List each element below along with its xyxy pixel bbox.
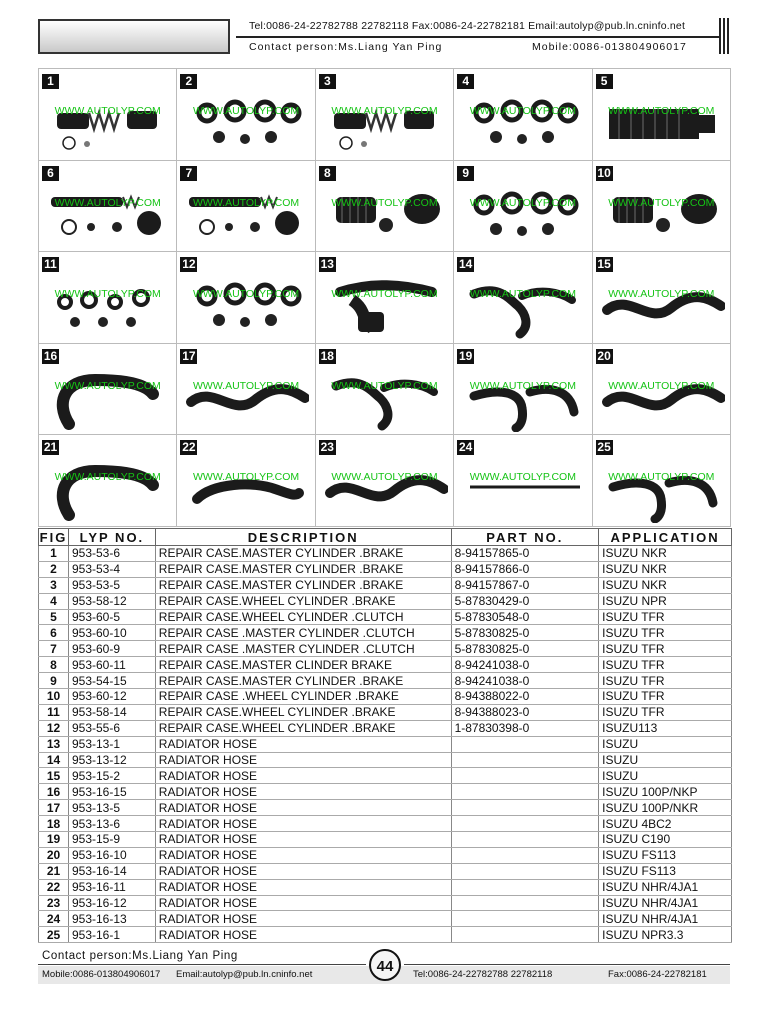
part-no-cell: 8-94157867-0: [451, 577, 599, 593]
watermark-text: WWW.AUTOLYP.COM: [54, 105, 161, 117]
product-photo: [45, 179, 171, 249]
header-phones: Tel:0086-24-22782788 22782118 Fax:0086-24-22782181 Email:autolyp@pub.ln.cninfo.net: [249, 20, 686, 32]
lyp-no-cell: 953-16-11: [68, 879, 155, 895]
watermark-text: WWW.AUTOLYP.COM: [54, 379, 161, 392]
product-photo: [45, 453, 171, 523]
fig-cell: 16: [39, 784, 69, 800]
watermark-text: WWW.AUTOLYP.COM: [469, 105, 576, 117]
description-cell: REPAIR CASE.MASTER CLINDER BRAKE: [155, 657, 451, 673]
fig-cell: 23: [39, 895, 69, 911]
description-cell: REPAIR CASE.MASTER CYLINDER .BRAKE: [155, 577, 451, 593]
figure-number: 17: [182, 348, 196, 363]
part-no-cell: 5-87830548-0: [451, 609, 599, 625]
watermark-text: WWW.AUTOLYP.COM: [54, 471, 161, 484]
application-cell: ISUZU NPR3.3: [599, 927, 732, 943]
description-cell: RADIATOR HOSE: [155, 911, 451, 927]
product-photo: [183, 453, 309, 523]
fig-cell: 1: [39, 546, 69, 562]
lyp-no-cell: 953-54-15: [68, 673, 155, 689]
description-cell: REPAIR CASE.WHEEL CYLINDER .BRAKE: [155, 704, 451, 720]
product-cell: [453, 251, 591, 343]
figure-number: 18: [320, 348, 334, 363]
lyp-no-cell: 953-15-2: [68, 768, 155, 784]
product-photo: [183, 179, 309, 249]
fig-cell: 2: [39, 561, 69, 577]
product-photo: [460, 270, 586, 340]
lyp-no-cell: 953-53-4: [68, 561, 155, 577]
lyp-no-cell: 953-16-1: [68, 927, 155, 943]
application-cell: ISUZU C190: [599, 832, 732, 848]
watermark-text: WWW.AUTOLYP.COM: [331, 379, 438, 392]
part-no-cell: [451, 895, 599, 911]
application-cell: ISUZU FS113: [599, 847, 732, 863]
lyp-no-cell: 953-16-12: [68, 895, 155, 911]
lyp-no-cell: 953-58-12: [68, 593, 155, 609]
application-cell: ISUZU TFR: [599, 625, 732, 641]
lyp-no-cell: 953-53-5: [68, 577, 155, 593]
product-cell: [176, 68, 314, 160]
application-cell: ISUZU TFR: [599, 609, 732, 625]
part-no-cell: [451, 800, 599, 816]
application-cell: ISUZU 100P/NKP: [599, 784, 732, 800]
description-cell: REPAIR CASE .MASTER CYLINDER .CLUTCH: [155, 641, 451, 657]
watermark-text: WWW.AUTOLYP.COM: [608, 288, 715, 301]
fig-cell: 24: [39, 911, 69, 927]
figure-number: 25: [597, 440, 611, 455]
figure-number: 15: [597, 257, 611, 272]
description-cell: REPAIR CASE.MASTER CYLINDER .BRAKE: [155, 546, 451, 562]
figure-number: 3: [319, 74, 336, 89]
figure-number: 11: [42, 257, 59, 272]
application-cell: ISUZU NHR/4JA1: [599, 911, 732, 927]
footer-mobile: Mobile:0086-013804906017: [42, 969, 161, 980]
header-divider: [236, 36, 720, 38]
lyp-no-cell: 953-16-13: [68, 911, 155, 927]
watermark-text: WWW.AUTOLYP.COM: [193, 288, 300, 301]
application-cell: ISUZU NKR: [599, 577, 732, 593]
description-cell: RADIATOR HOSE: [155, 816, 451, 832]
table-row: [39, 847, 732, 863]
col-header-description: DESCRIPTION: [155, 529, 451, 546]
part-no-cell: [451, 784, 599, 800]
product-photo: [45, 87, 171, 157]
application-cell: ISUZU NHR/4JA1: [599, 895, 732, 911]
table-row: [39, 816, 732, 832]
table-header-row: [39, 529, 732, 546]
figure-number: 19: [459, 348, 473, 363]
application-cell: ISUZU TFR: [599, 657, 732, 673]
lyp-no-cell: 953-15-9: [68, 832, 155, 848]
table-row: [39, 927, 732, 943]
description-cell: RADIATOR HOSE: [155, 895, 451, 911]
lyp-no-cell: 953-58-14: [68, 704, 155, 720]
lyp-no-cell: 953-60-11: [68, 657, 155, 673]
table-row: [39, 689, 732, 705]
watermark-text: WWW.AUTOLYP.COM: [608, 471, 715, 484]
col-header-lyp-no: LYP NO.: [68, 529, 155, 546]
watermark-text: WWW.AUTOLYP.COM: [608, 379, 715, 392]
watermark-text: WWW.AUTOLYP.COM: [608, 105, 715, 117]
description-cell: REPAIR CASE.WHEEL CYLINDER .BRAKE: [155, 720, 451, 736]
table-row: [39, 546, 732, 562]
description-cell: RADIATOR HOSE: [155, 800, 451, 816]
application-cell: ISUZU TFR: [599, 704, 732, 720]
col-header-fig: FIG: [39, 529, 68, 545]
figure-number: 16: [43, 348, 58, 363]
part-no-cell: 8-94157865-0: [451, 546, 599, 562]
table-row: [39, 879, 732, 895]
watermark-text: WWW.AUTOLYP.COM: [331, 288, 438, 301]
description-cell: RADIATOR HOSE: [155, 736, 451, 752]
footer-fax: Fax:0086-24-22782181: [608, 969, 707, 980]
product-photo: [183, 87, 309, 157]
footer-tel: Tel:0086-24-22782788 22782118: [413, 969, 553, 980]
figure-number: 10: [597, 165, 611, 180]
application-cell: ISUZU NKR: [599, 561, 732, 577]
description-cell: RADIATOR HOSE: [155, 768, 451, 784]
part-no-cell: 8-94241038-0: [451, 673, 599, 689]
product-photo: [460, 87, 586, 157]
figure-number: 23: [320, 440, 334, 455]
description-cell: REPAIR CASE .WHEEL CYLINDER .BRAKE: [155, 689, 451, 705]
part-no-cell: 8-94157866-0: [451, 561, 599, 577]
figure-number: 6: [42, 166, 59, 181]
product-photo: [599, 362, 725, 432]
product-photo: [322, 270, 448, 340]
application-cell: ISUZU: [599, 752, 732, 768]
fig-cell: 12: [39, 720, 69, 736]
lyp-no-cell: 953-13-5: [68, 800, 155, 816]
lyp-no-cell: 953-55-6: [68, 720, 155, 736]
fig-cell: 4: [39, 593, 69, 609]
product-cell: [592, 160, 730, 252]
application-cell: ISUZU FS113: [599, 863, 732, 879]
page-number-badge: 44: [369, 949, 401, 981]
table-row: [39, 673, 732, 689]
table-row: [39, 720, 732, 736]
figure-number: 12: [182, 257, 196, 272]
product-cell: [38, 68, 176, 160]
lyp-no-cell: 953-16-10: [68, 847, 155, 863]
application-cell: ISUZU 100P/NKR: [599, 800, 732, 816]
product-cell: [315, 160, 453, 252]
table-row: [39, 895, 732, 911]
part-no-cell: [451, 927, 599, 943]
description-cell: REPAIR CASE.WHEEL CYLINDER .CLUTCH: [155, 609, 451, 625]
application-cell: ISUZU NKR: [599, 546, 732, 562]
watermark-text: WWW.AUTOLYP.COM: [331, 196, 438, 209]
lyp-no-cell: 953-16-14: [68, 863, 155, 879]
figure-number: 21: [43, 440, 58, 455]
description-cell: RADIATOR HOSE: [155, 832, 451, 848]
product-photo: [183, 270, 309, 340]
part-no-cell: [451, 879, 599, 895]
fig-cell: 18: [39, 816, 69, 832]
fig-cell: 7: [39, 641, 69, 657]
table-row: [39, 752, 732, 768]
product-photo: [460, 362, 586, 432]
table-row: [39, 657, 732, 673]
product-cell: [38, 343, 176, 435]
application-cell: ISUZU TFR: [599, 641, 732, 657]
table-row: [39, 641, 732, 657]
product-cell: [453, 434, 591, 526]
lyp-no-cell: 953-16-15: [68, 784, 155, 800]
fig-cell: 25: [39, 927, 69, 943]
product-cell: [592, 343, 730, 435]
product-cell: [38, 251, 176, 343]
figure-number: 5: [596, 74, 613, 89]
figure-number: 7: [180, 166, 197, 181]
part-no-cell: 8-94388023-0: [451, 704, 599, 720]
description-cell: RADIATOR HOSE: [155, 847, 451, 863]
fig-cell: 19: [39, 832, 69, 848]
fig-cell: 5: [39, 609, 69, 625]
application-cell: ISUZU: [599, 736, 732, 752]
fig-cell: 3: [39, 577, 69, 593]
table-row: [39, 577, 732, 593]
product-photo: [45, 362, 171, 432]
application-cell: ISUZU NPR: [599, 593, 732, 609]
lyp-no-cell: 953-53-6: [68, 546, 155, 562]
table-row: [39, 784, 732, 800]
col-header-application: APPLICATION: [599, 529, 732, 546]
footer-contact: Contact person:Ms.Liang Yan Ping: [42, 950, 238, 962]
description-cell: RADIATOR HOSE: [155, 863, 451, 879]
lyp-no-cell: 953-60-5: [68, 609, 155, 625]
watermark-text: WWW.AUTOLYP.COM: [469, 471, 576, 484]
product-cell: [38, 160, 176, 252]
product-photo: [322, 87, 448, 157]
part-no-cell: 5-87830429-0: [451, 593, 599, 609]
application-cell: ISUZU TFR: [599, 689, 732, 705]
product-cell: [315, 251, 453, 343]
lyp-no-cell: 953-60-9: [68, 641, 155, 657]
figure-number: 14: [459, 257, 473, 272]
description-cell: RADIATOR HOSE: [155, 752, 451, 768]
fig-cell: 22: [39, 879, 69, 895]
figure-number: 2: [180, 74, 197, 89]
product-photo: [322, 453, 448, 523]
watermark-text: WWW.AUTOLYP.COM: [469, 379, 576, 392]
watermark-text: WWW.AUTOLYP.COM: [469, 196, 576, 209]
footer-divider-left: [38, 964, 366, 965]
table-row: [39, 863, 732, 879]
fig-cell: 8: [39, 657, 69, 673]
part-no-cell: [451, 832, 599, 848]
part-no-cell: [451, 752, 599, 768]
part-no-cell: 8-94241038-0: [451, 657, 599, 673]
figure-number: 1: [42, 74, 59, 89]
fig-cell: 10: [39, 689, 69, 705]
product-cell: [315, 343, 453, 435]
watermark-text: WWW.AUTOLYP.COM: [193, 379, 300, 392]
product-photo: [460, 453, 586, 523]
product-cell: [453, 343, 591, 435]
part-no-cell: [451, 863, 599, 879]
table-row: [39, 609, 732, 625]
part-no-cell: [451, 816, 599, 832]
product-photo: [599, 453, 725, 523]
figure-number: 13: [320, 257, 334, 272]
fig-cell: 14: [39, 752, 69, 768]
product-photo: [45, 270, 171, 340]
product-cell: [176, 160, 314, 252]
fig-cell: 9: [39, 673, 69, 689]
header-contact: Contact person:Ms.Liang Yan Ping: [249, 41, 443, 53]
figure-number: 8: [319, 166, 336, 181]
part-no-cell: 8-94388022-0: [451, 689, 599, 705]
product-photo: [322, 362, 448, 432]
parts-table: [38, 528, 732, 943]
part-no-cell: [451, 847, 599, 863]
watermark-text: WWW.AUTOLYP.COM: [54, 288, 161, 301]
product-cell: [592, 434, 730, 526]
description-cell: RADIATOR HOSE: [155, 784, 451, 800]
table-row: [39, 736, 732, 752]
product-photo: [322, 179, 448, 249]
product-image-grid: [38, 68, 731, 527]
part-no-cell: [451, 911, 599, 927]
col-header-part-no: PART NO.: [451, 529, 599, 546]
application-cell: ISUZU TFR: [599, 673, 732, 689]
part-no-cell: 5-87830825-0: [451, 625, 599, 641]
part-no-cell: 1-87830398-0: [451, 720, 599, 736]
product-cell: [315, 68, 453, 160]
product-photo: [460, 179, 586, 249]
footer-divider-right: [404, 964, 730, 965]
fig-cell: 11: [39, 704, 69, 720]
product-photo: [183, 362, 309, 432]
table-row: [39, 768, 732, 784]
header-bars-decoration: [719, 18, 731, 54]
table-row: [39, 832, 732, 848]
figure-number: 9: [457, 166, 474, 181]
watermark-text: WWW.AUTOLYP.COM: [469, 288, 576, 301]
figure-number: 24: [459, 440, 473, 455]
table-row: [39, 593, 732, 609]
product-cell: [176, 434, 314, 526]
product-cell: [315, 434, 453, 526]
fig-cell: 15: [39, 768, 69, 784]
product-cell: [176, 251, 314, 343]
part-no-cell: 5-87830825-0: [451, 641, 599, 657]
table-row: [39, 625, 732, 641]
table-row: [39, 704, 732, 720]
product-photo: [599, 179, 725, 249]
fig-cell: 21: [39, 863, 69, 879]
table-row: [39, 800, 732, 816]
header-logo-box: [38, 19, 230, 54]
product-cell: [592, 68, 730, 160]
description-cell: RADIATOR HOSE: [155, 879, 451, 895]
table-row: [39, 561, 732, 577]
description-cell: RADIATOR HOSE: [155, 927, 451, 943]
fig-cell: 20: [39, 847, 69, 863]
product-cell: [453, 160, 591, 252]
product-photo: [599, 87, 725, 157]
watermark-text: WWW.AUTOLYP.COM: [193, 471, 300, 484]
application-cell: ISUZU 4BC2: [599, 816, 732, 832]
part-no-cell: [451, 736, 599, 752]
watermark-text: WWW.AUTOLYP.COM: [608, 196, 715, 209]
fig-cell: 6: [39, 625, 69, 641]
description-cell: REPAIR CASE.MASTER CYLINDER .BRAKE: [155, 673, 451, 689]
lyp-no-cell: 953-13-1: [68, 736, 155, 752]
lyp-no-cell: 953-13-12: [68, 752, 155, 768]
product-cell: [592, 251, 730, 343]
watermark-text: WWW.AUTOLYP.COM: [331, 105, 438, 117]
fig-cell: 17: [39, 800, 69, 816]
description-cell: REPAIR CASE .MASTER CYLINDER .CLUTCH: [155, 625, 451, 641]
lyp-no-cell: 953-60-10: [68, 625, 155, 641]
figure-number: 20: [597, 348, 611, 363]
product-cell: [176, 343, 314, 435]
lyp-no-cell: 953-13-6: [68, 816, 155, 832]
application-cell: ISUZU NHR/4JA1: [599, 879, 732, 895]
application-cell: ISUZU: [599, 768, 732, 784]
application-cell: ISUZU113: [599, 720, 732, 736]
product-cell: [453, 68, 591, 160]
watermark-text: WWW.AUTOLYP.COM: [54, 196, 161, 209]
description-cell: REPAIR CASE.WHEEL CYLINDER .BRAKE: [155, 593, 451, 609]
product-photo: [599, 270, 725, 340]
watermark-text: WWW.AUTOLYP.COM: [193, 105, 300, 117]
fig-cell: 13: [39, 736, 69, 752]
figure-number: 22: [182, 440, 196, 455]
part-no-cell: [451, 768, 599, 784]
table-row: [39, 911, 732, 927]
lyp-no-cell: 953-60-12: [68, 689, 155, 705]
product-cell: [38, 434, 176, 526]
footer-email: Email:autolyp@pub.ln.cninfo.net: [176, 969, 313, 980]
watermark-text: WWW.AUTOLYP.COM: [331, 471, 438, 484]
watermark-text: WWW.AUTOLYP.COM: [193, 196, 300, 209]
figure-number: 4: [457, 74, 474, 89]
header-mobile: Mobile:0086-013804906017: [532, 41, 687, 53]
description-cell: REPAIR CASE.MASTER CYLINDER .BRAKE: [155, 561, 451, 577]
